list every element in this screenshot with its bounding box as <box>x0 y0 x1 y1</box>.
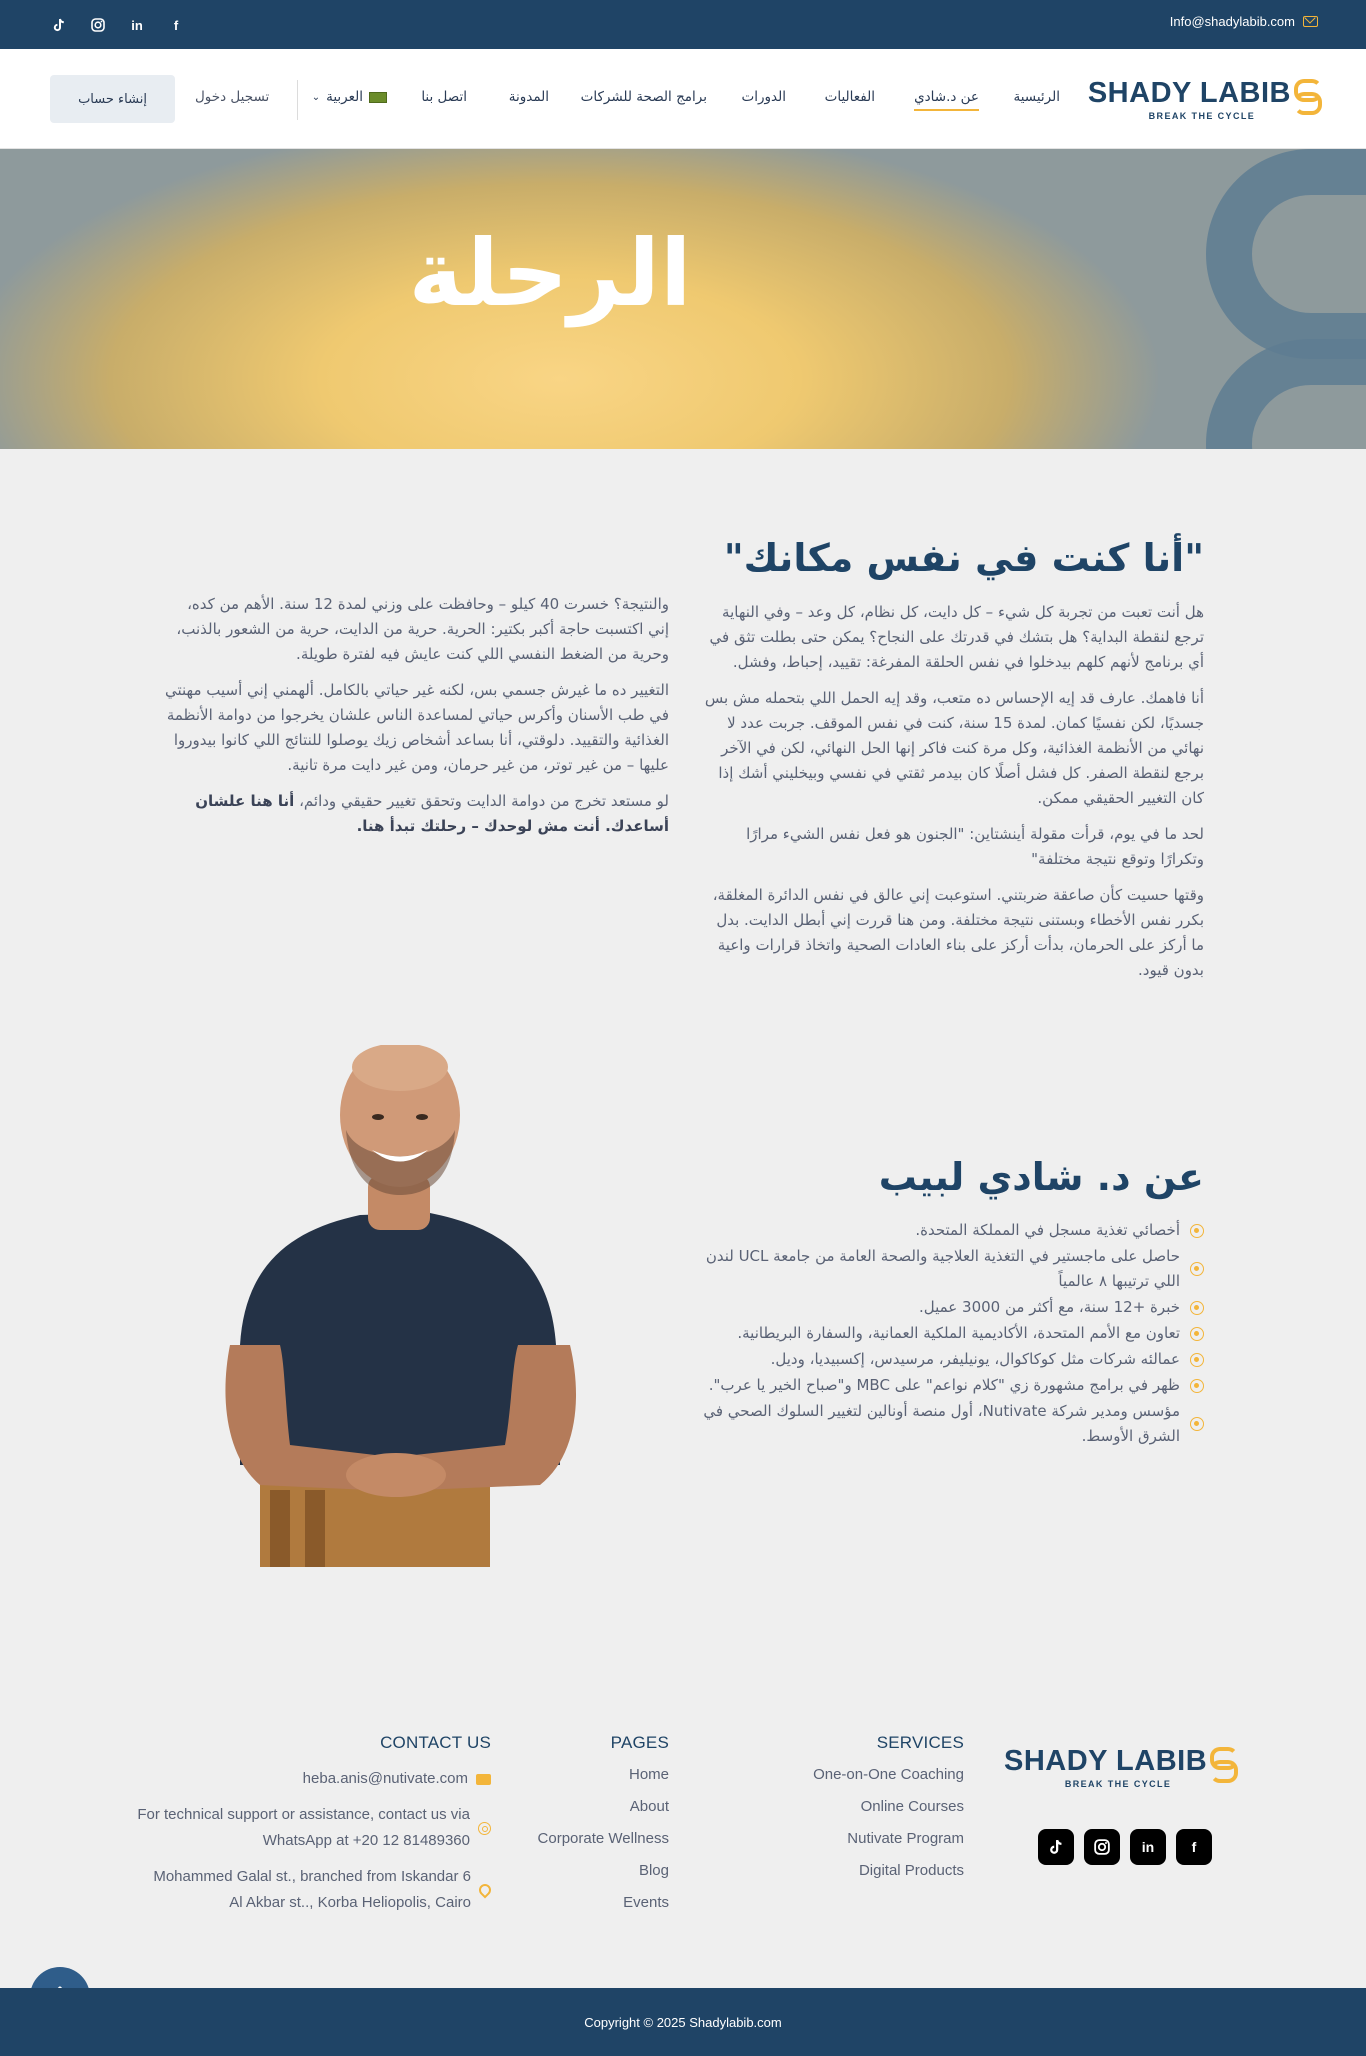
language-switcher[interactable] <box>312 89 387 105</box>
instagram-icon[interactable] <box>87 14 109 36</box>
hero-title: الرحلة <box>408 220 692 327</box>
list-item <box>699 1218 1204 1243</box>
logo-tagline: BREAK THE CYCLE <box>1148 111 1256 121</box>
facebook-icon[interactable]: f <box>1176 1829 1212 1865</box>
bullet-target-icon <box>1190 1301 1204 1315</box>
instagram-icon[interactable] <box>1084 1829 1120 1865</box>
about-title: عن د. شادي لبيب <box>878 1155 1204 1199</box>
footer-social-links <box>1038 1829 1212 1865</box>
intro-right-column <box>699 600 1204 994</box>
list-item-text: مؤسس ومدير شركة Nutivate، أول منصة أونالين لتغيير السلوك الصحي في الشرق الأوسط. <box>703 1402 1180 1445</box>
linkedin-icon[interactable]: in <box>1130 1829 1166 1865</box>
bullet-target-icon <box>1190 1262 1204 1276</box>
signup-button[interactable]: إنشاء حساب <box>50 75 175 123</box>
contact-email-row[interactable] <box>137 1766 491 1792</box>
facebook-icon[interactable]: f <box>173 17 179 33</box>
footer-link[interactable]: About <box>629 1798 669 1815</box>
footer-pages <box>538 1733 669 1926</box>
address-line: Al Akbar st.., Korba Heliopolis, Cairo <box>229 1894 471 1911</box>
logo-name: SHADY LABIB <box>1004 1745 1208 1777</box>
intro-paragraph: والنتيجة؟ خسرت 40 كيلو – وحافظت على وزني لمدة 12 سنة. الأهم من كده، إني اكتسبت حاجة أكبر بكتير: الحرية. حرية من الدايت، حرية من الشعور بالذنب، وحرية من الضغط النفسي اللي كنت عايش فيه لفترة طويلة. <box>176 595 669 663</box>
footer-link[interactable]: Corporate Wellness <box>537 1830 669 1847</box>
footer-logo[interactable] <box>1004 1745 1232 1789</box>
contact-address-row <box>137 1864 491 1916</box>
copyright-text: Copyright © 2025 Shadylabib.com <box>584 2014 782 2030</box>
site-header <box>0 49 1366 149</box>
footer-link[interactable]: Blog <box>638 1862 669 1879</box>
address-line: Mohammed Galal st., branched from Iskandar 6 <box>153 1868 471 1885</box>
logo-mark-icon <box>1210 1747 1232 1777</box>
list-item <box>699 1373 1204 1398</box>
envelope-icon <box>476 1774 491 1785</box>
nav-contact[interactable]: اتصل بنا <box>421 89 467 105</box>
logo-tagline: BREAK THE CYCLE <box>1064 1779 1172 1789</box>
intro-title: "أنا كنت في نفس مكانك" <box>723 536 1204 580</box>
nav-home[interactable]: الرئيسية <box>1013 89 1060 105</box>
nav-about[interactable]: عن د.شادي <box>914 89 979 111</box>
intro-paragraph: وقتها حسيت كأن صاعقة ضربتني. استوعبت إني عالق في نفس الدائرة المغلقة، بكرر نفس الأخطاء وبستنى نتيجة مختلفة. ومن هنا قررت إني أبطل الدايت. بدل ما أركز على الحرمان، بدأت أركز على بناء العادات الصحية واتخاذ قرارات واعية بدون قيود. <box>712 886 1204 979</box>
envelope-icon <box>1303 16 1318 27</box>
footer-link[interactable]: Digital Products <box>858 1862 964 1879</box>
nav-divider <box>297 80 298 120</box>
copyright-bar <box>0 1988 1366 2056</box>
intro-paragraph: لحد ما في يوم، قرأت مقولة أينشتاين: "الجنون هو فعل نفس الشيء مرارًا وتكرارًا وتوقع نتيجة مختلفة" <box>746 825 1204 868</box>
footer-link[interactable]: Online Courses <box>860 1798 964 1815</box>
closing-text: لو مستعد تخرج من دوامة الدايت وتحقق تغيير حقيقي ودائم، <box>294 792 669 810</box>
nav-courses[interactable]: الدورات <box>741 89 786 105</box>
tiktok-icon[interactable] <box>1038 1829 1074 1865</box>
support-line: For technical support or assistance, contact us via <box>137 1806 470 1823</box>
intro-paragraph: أنا فاهمك. عارف قد إيه الإحساس ده متعب، وقد إيه الحمل اللي بتحمله مش بس جسديًا، لكن نفسيًا كمان. لمدة 15 سنة، كنت في نفس الموقف. جربت عدد لا نهائي من الأنظمة الغذائية، وكل مرة كنت فاكر إنها الحل النهائي، لكن في الآخر برجع لنقطة الصفر. كل فشل أصلًا كان بيدمر ثقتي في نفسي وبيخليني أشك إذا كان التغيير الحقيقي ممكن. <box>704 689 1204 807</box>
list-item-text: عمالئه شركات مثل كوكاكوال، يونيليفر، مرسيدس، إكسبيديا، وديل. <box>770 1350 1180 1368</box>
nav-events[interactable]: الفعاليات <box>824 89 875 105</box>
login-link[interactable]: تسجيل دخول <box>195 89 270 105</box>
intro-paragraph: هل أنت تعبت من تجربة كل شيء – كل دايت، كل نظام، كل وعد – وفي النهاية ترجع لنقطة البداية؟ هل بتشك في قدرتك على النجاح؟ يمكن حتى بطلت تثق في أي برنامج لأنهم كلهم بيدخلوا في نفس الحلقة المفرغة: تقييد، إحباط، وفشل. <box>709 603 1204 671</box>
portrait-photo <box>200 1045 620 1567</box>
list-item-text: أخصائي تغذية مسجل في المملكة المتحدة. <box>915 1221 1180 1239</box>
list-item <box>699 1244 1204 1294</box>
intro-left-column <box>162 592 669 850</box>
top-email[interactable] <box>1170 14 1318 29</box>
email-address[interactable]: Info@shadylabib.com <box>1169 14 1295 29</box>
location-pin-icon <box>477 1882 494 1899</box>
footer-services <box>813 1733 964 1894</box>
list-item <box>699 1347 1204 1372</box>
footer-link[interactable]: Home <box>628 1766 669 1783</box>
list-item-text: ظهر في برامج مشهورة زي "كلام نواعم" على MBC و"صباح الخير يا عرب". <box>708 1376 1180 1394</box>
logo-name: SHADY LABIB <box>1087 77 1291 109</box>
hero-banner <box>0 149 1366 449</box>
contact-email[interactable]: heba.anis@nutivate.com <box>302 1770 468 1787</box>
linkedin-icon[interactable]: in <box>131 17 143 33</box>
top-social-links <box>48 14 187 36</box>
tiktok-icon[interactable] <box>48 14 70 36</box>
footer-link[interactable]: One-on-One Coaching <box>813 1766 964 1783</box>
list-item-text: حاصل على ماجستير في التغذية العلاجية والصحة العامة من جامعة UCL لندن اللي ترتيبها ٨ عالمياً <box>705 1247 1180 1290</box>
contact-support <box>137 1802 470 1854</box>
hero-decor-ring <box>1206 339 1366 449</box>
flag-icon <box>369 92 387 103</box>
bullet-target-icon <box>1190 1327 1204 1341</box>
language-label: العربية <box>326 89 363 105</box>
footer-link[interactable]: Nutivate Program <box>847 1830 964 1847</box>
closing-bold-text: أنا هنا علشان أساعدك. أنت مش لوحدك – رحلتك تبدأ هنا. <box>195 792 669 835</box>
support-line[interactable]: WhatsApp at +20 12 81489360 <box>262 1832 470 1849</box>
bullet-target-icon <box>1190 1417 1204 1431</box>
intro-closing <box>162 789 669 839</box>
chevron-down-icon: ⌄ <box>311 91 321 103</box>
top-bar <box>0 0 1366 49</box>
hero-decor-ring <box>1206 149 1366 359</box>
list-item <box>699 1399 1204 1449</box>
list-item-text: تعاون مع الأمم المتحدة، الأكاديمية الملكية العمانية، والسفارة البريطانية. <box>737 1324 1180 1342</box>
whatsapp-icon <box>478 1822 491 1835</box>
nav-blog[interactable]: المدونة <box>508 89 549 105</box>
list-item-text: خبرة +12 سنة، مع أكثر من 3000 عميل. <box>918 1298 1180 1316</box>
contact-support-row <box>137 1802 491 1854</box>
list-item <box>699 1295 1204 1320</box>
footer-link[interactable]: Events <box>623 1894 669 1911</box>
bullet-target-icon <box>1190 1224 1204 1238</box>
list-item <box>699 1321 1204 1346</box>
footer-contact <box>137 1733 491 1926</box>
bullet-target-icon <box>1190 1379 1204 1393</box>
footer-heading: PAGES <box>610 1733 669 1752</box>
bullet-target-icon <box>1190 1353 1204 1367</box>
about-credentials-list <box>699 1218 1204 1450</box>
intro-paragraph: التغيير ده ما غيرش جسمي بس، لكنه غير حياتي بالكامل. ألهمني إني أسيب مهنتي في طب الأسنان وأكرس حياتي لمساعدة الناس علشان يخرجوا من دوامة الأنظمة الغذائية والتقييد. دلوقتي، أنا بساعد أشخاص زيك يوصلوا للنتائج اللي كانوا بيدوروا عليها – من غير توتر، من غير حرمان، ومن غير دايت مرة تانية. <box>164 681 669 774</box>
nav-corporate-wellness[interactable]: برامج الصحة للشركات <box>580 89 707 105</box>
footer-heading: SERVICES <box>876 1733 964 1752</box>
footer-heading: CONTACT US <box>380 1733 491 1752</box>
contact-address <box>153 1864 471 1916</box>
